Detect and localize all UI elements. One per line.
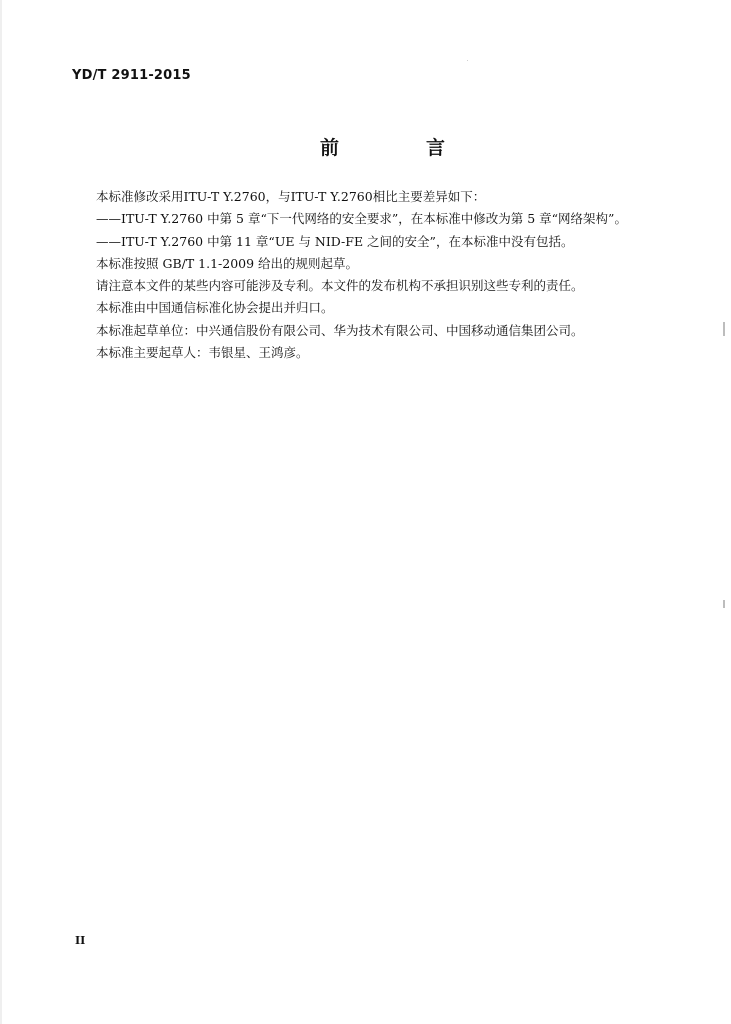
standard-code: YD/T 2911-2015: [72, 68, 191, 83]
foreword-paragraph: ——ITU-T Y.2760 中第 5 章“下一代网络的安全要求”，在本标准中修改为第 5 章“网络架构”。: [96, 211, 627, 227]
scan-margin-mark: [723, 600, 725, 608]
foreword-paragraph: 本标准按照 GB/T 1.1-2009 给出的规则起草。: [96, 255, 359, 271]
scan-speck: [467, 60, 468, 61]
foreword-paragraph: 请注意本文件的某些内容可能涉及专利。本文件的发布机构不承担识别这些专利的责任。: [96, 278, 584, 294]
foreword-paragraph: 本标准起草单位：中兴通信股份有限公司、华为技术有限公司、中国移动通信集团公司。: [96, 322, 584, 338]
foreword-paragraph: ——ITU-T Y.2760 中第 11 章“UE 与 NID-FE 之间的安全”，在本标准中没有包括。: [96, 233, 574, 249]
scan-margin-mark: [723, 322, 725, 336]
section-title: 前 言: [320, 137, 480, 159]
foreword-paragraph: 本标准修改采用ITU-T Y.2760，与ITU-T Y.2760相比主要差异如下：: [96, 189, 486, 204]
foreword-paragraph: 本标准主要起草人：韦银星、王鸿彦。: [96, 345, 309, 361]
scan-edge: [0, 0, 2, 1024]
foreword-body: [82, 186, 682, 364]
page-number: II: [75, 934, 86, 947]
foreword-paragraph: 本标准由中国通信标准化协会提出并归口。: [96, 300, 334, 316]
